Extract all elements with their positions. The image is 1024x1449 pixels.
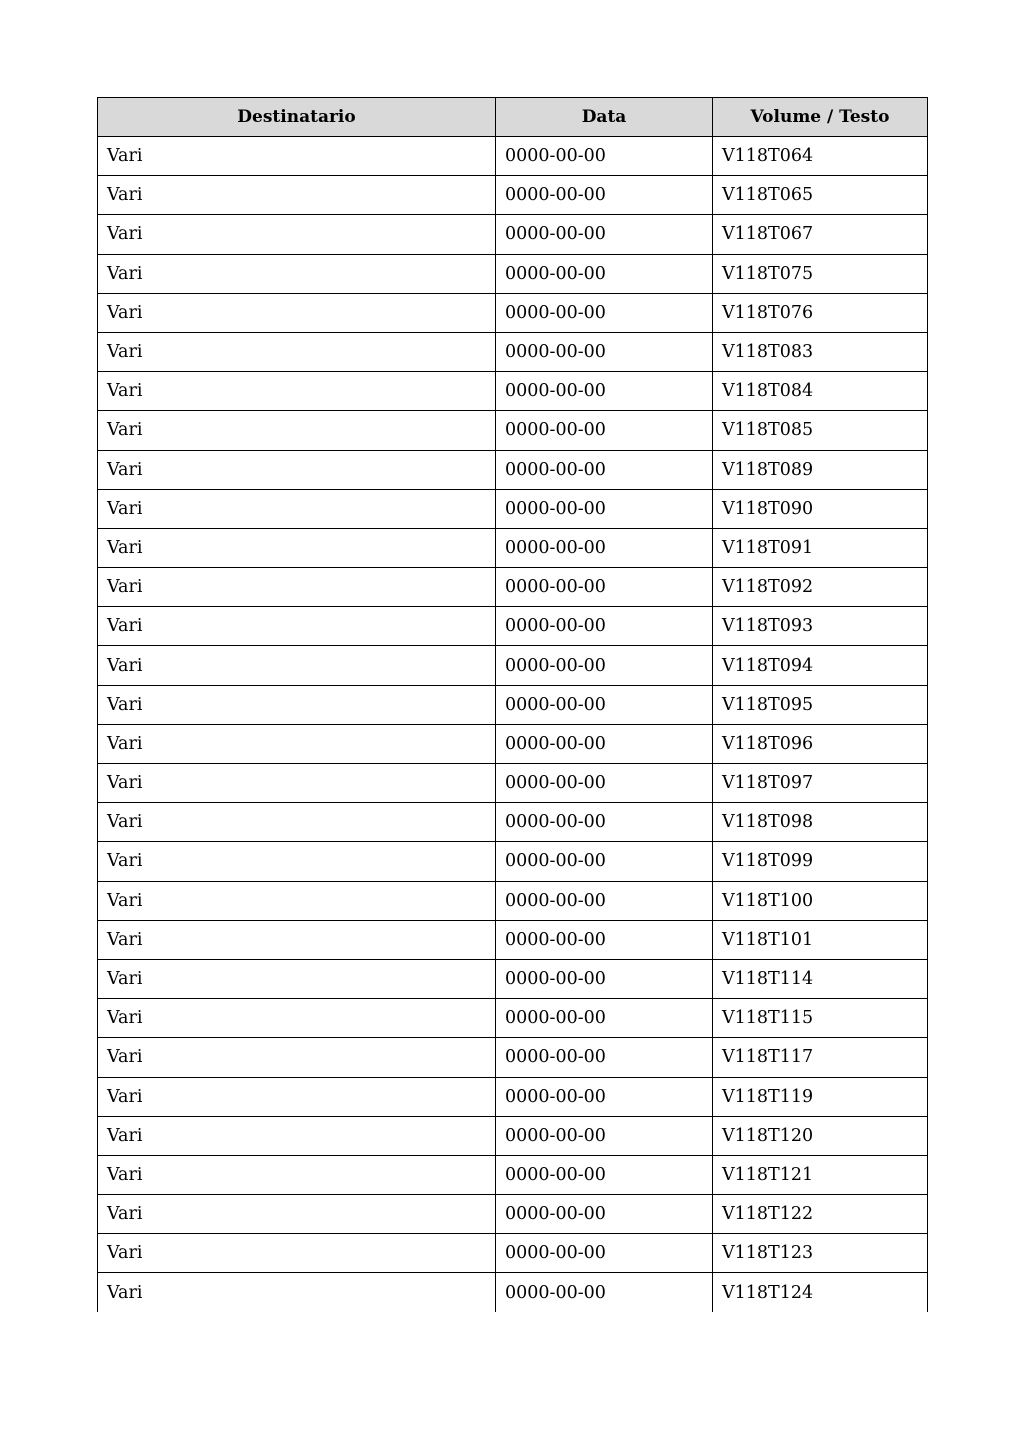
cell-data: 0000-00-00 bbox=[496, 1116, 713, 1155]
table-row bbox=[98, 568, 928, 607]
cell-volume-testo: V118T094 bbox=[713, 646, 928, 685]
table-row bbox=[98, 215, 928, 254]
cell-destinatario: Vari bbox=[98, 528, 496, 567]
table-row bbox=[98, 959, 928, 998]
cell-destinatario: Vari bbox=[98, 1116, 496, 1155]
cell-destinatario: Vari bbox=[98, 1234, 496, 1273]
cell-destinatario: Vari bbox=[98, 842, 496, 881]
cell-destinatario: Vari bbox=[98, 137, 496, 176]
cell-volume-testo: V118T075 bbox=[713, 254, 928, 293]
table-row bbox=[98, 1038, 928, 1077]
cell-volume-testo: V118T065 bbox=[713, 176, 928, 215]
cell-volume-testo: V118T099 bbox=[713, 842, 928, 881]
cell-volume-testo: V118T090 bbox=[713, 489, 928, 528]
cell-data: 0000-00-00 bbox=[496, 607, 713, 646]
cell-volume-testo: V118T083 bbox=[713, 332, 928, 371]
cell-volume-testo: V118T122 bbox=[713, 1195, 928, 1234]
table-row bbox=[98, 607, 928, 646]
cell-data: 0000-00-00 bbox=[496, 646, 713, 685]
table-row bbox=[98, 1116, 928, 1155]
cell-volume-testo: V118T095 bbox=[713, 685, 928, 724]
table-row bbox=[98, 724, 928, 763]
cell-destinatario: Vari bbox=[98, 293, 496, 332]
table-row bbox=[98, 254, 928, 293]
table-row bbox=[98, 920, 928, 959]
table-row bbox=[98, 881, 928, 920]
cell-destinatario: Vari bbox=[98, 1038, 496, 1077]
cell-destinatario: Vari bbox=[98, 999, 496, 1038]
cell-data: 0000-00-00 bbox=[496, 1234, 713, 1273]
cell-data: 0000-00-00 bbox=[496, 920, 713, 959]
cell-destinatario: Vari bbox=[98, 959, 496, 998]
table-row bbox=[98, 137, 928, 176]
cell-data: 0000-00-00 bbox=[496, 1155, 713, 1194]
cell-data: 0000-00-00 bbox=[496, 176, 713, 215]
cell-destinatario: Vari bbox=[98, 1273, 496, 1312]
header-destinatario: Destinatario bbox=[98, 98, 496, 137]
cell-destinatario: Vari bbox=[98, 607, 496, 646]
cell-data: 0000-00-00 bbox=[496, 959, 713, 998]
cell-volume-testo: V118T064 bbox=[713, 137, 928, 176]
cell-data: 0000-00-00 bbox=[496, 803, 713, 842]
cell-data: 0000-00-00 bbox=[496, 489, 713, 528]
table-row bbox=[98, 528, 928, 567]
cell-volume-testo: V118T100 bbox=[713, 881, 928, 920]
cell-destinatario: Vari bbox=[98, 332, 496, 371]
table-row bbox=[98, 1273, 928, 1312]
cell-volume-testo: V118T115 bbox=[713, 999, 928, 1038]
table-row bbox=[98, 489, 928, 528]
header-row bbox=[98, 98, 928, 137]
cell-data: 0000-00-00 bbox=[496, 332, 713, 371]
table-row bbox=[98, 1195, 928, 1234]
cell-volume-testo: V118T092 bbox=[713, 568, 928, 607]
cell-data: 0000-00-00 bbox=[496, 293, 713, 332]
table-row bbox=[98, 293, 928, 332]
cell-volume-testo: V118T085 bbox=[713, 411, 928, 450]
table-row bbox=[98, 685, 928, 724]
cell-data: 0000-00-00 bbox=[496, 1273, 713, 1312]
cell-destinatario: Vari bbox=[98, 803, 496, 842]
cell-data: 0000-00-00 bbox=[496, 528, 713, 567]
cell-volume-testo: V118T123 bbox=[713, 1234, 928, 1273]
cell-data: 0000-00-00 bbox=[496, 1077, 713, 1116]
cell-data: 0000-00-00 bbox=[496, 1038, 713, 1077]
cell-volume-testo: V118T098 bbox=[713, 803, 928, 842]
cell-destinatario: Vari bbox=[98, 450, 496, 489]
cell-volume-testo: V118T084 bbox=[713, 372, 928, 411]
cell-destinatario: Vari bbox=[98, 1077, 496, 1116]
table-row bbox=[98, 803, 928, 842]
cell-volume-testo: V118T067 bbox=[713, 215, 928, 254]
cell-data: 0000-00-00 bbox=[496, 842, 713, 881]
table-row bbox=[98, 450, 928, 489]
cell-destinatario: Vari bbox=[98, 764, 496, 803]
cell-destinatario: Vari bbox=[98, 489, 496, 528]
cell-data: 0000-00-00 bbox=[496, 411, 713, 450]
cell-volume-testo: V118T121 bbox=[713, 1155, 928, 1194]
cell-destinatario: Vari bbox=[98, 568, 496, 607]
cell-data: 0000-00-00 bbox=[496, 568, 713, 607]
cell-data: 0000-00-00 bbox=[496, 372, 713, 411]
cell-volume-testo: V118T114 bbox=[713, 959, 928, 998]
cell-destinatario: Vari bbox=[98, 1195, 496, 1234]
table-row bbox=[98, 176, 928, 215]
table-row bbox=[98, 411, 928, 450]
cell-data: 0000-00-00 bbox=[496, 724, 713, 763]
records-table bbox=[97, 97, 928, 1312]
cell-data: 0000-00-00 bbox=[496, 215, 713, 254]
cell-data: 0000-00-00 bbox=[496, 1195, 713, 1234]
cell-destinatario: Vari bbox=[98, 372, 496, 411]
cell-destinatario: Vari bbox=[98, 215, 496, 254]
table-row bbox=[98, 1155, 928, 1194]
table-row bbox=[98, 332, 928, 371]
cell-data: 0000-00-00 bbox=[496, 999, 713, 1038]
table-row bbox=[98, 1234, 928, 1273]
cell-destinatario: Vari bbox=[98, 724, 496, 763]
cell-data: 0000-00-00 bbox=[496, 137, 713, 176]
cell-data: 0000-00-00 bbox=[496, 881, 713, 920]
cell-data: 0000-00-00 bbox=[496, 450, 713, 489]
cell-volume-testo: V118T124 bbox=[713, 1273, 928, 1312]
cell-destinatario: Vari bbox=[98, 1155, 496, 1194]
cell-volume-testo: V118T097 bbox=[713, 764, 928, 803]
header-data: Data bbox=[496, 98, 713, 137]
table-row bbox=[98, 646, 928, 685]
cell-destinatario: Vari bbox=[98, 881, 496, 920]
table-body bbox=[98, 137, 928, 1313]
cell-data: 0000-00-00 bbox=[496, 254, 713, 293]
table-row bbox=[98, 842, 928, 881]
cell-destinatario: Vari bbox=[98, 685, 496, 724]
cell-destinatario: Vari bbox=[98, 254, 496, 293]
cell-destinatario: Vari bbox=[98, 411, 496, 450]
table-row bbox=[98, 764, 928, 803]
cell-volume-testo: V118T096 bbox=[713, 724, 928, 763]
table-row bbox=[98, 1077, 928, 1116]
table-row bbox=[98, 999, 928, 1038]
table-row bbox=[98, 372, 928, 411]
cell-data: 0000-00-00 bbox=[496, 685, 713, 724]
cell-destinatario: Vari bbox=[98, 646, 496, 685]
cell-volume-testo: V118T120 bbox=[713, 1116, 928, 1155]
cell-volume-testo: V118T089 bbox=[713, 450, 928, 489]
cell-volume-testo: V118T091 bbox=[713, 528, 928, 567]
cell-destinatario: Vari bbox=[98, 920, 496, 959]
cell-volume-testo: V118T101 bbox=[713, 920, 928, 959]
table-header bbox=[98, 98, 928, 137]
cell-destinatario: Vari bbox=[98, 176, 496, 215]
header-volume-testo: Volume / Testo bbox=[713, 98, 928, 137]
cell-data: 0000-00-00 bbox=[496, 764, 713, 803]
cell-volume-testo: V118T117 bbox=[713, 1038, 928, 1077]
cell-volume-testo: V118T119 bbox=[713, 1077, 928, 1116]
cell-volume-testo: V118T076 bbox=[713, 293, 928, 332]
cell-volume-testo: V118T093 bbox=[713, 607, 928, 646]
